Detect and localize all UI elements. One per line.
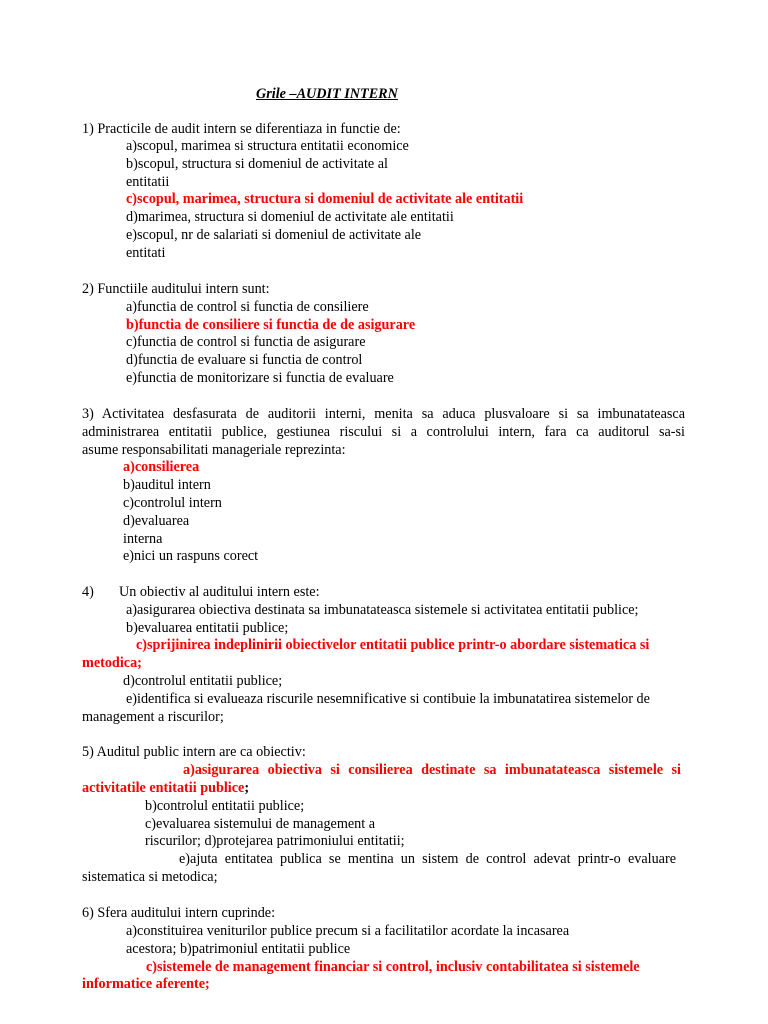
q6-option-a: a)constituirea veniturilor publice precum si a facilitatilor acordate la incasarea [126, 923, 570, 939]
q3-option-d-cont: interna [123, 531, 163, 547]
q2-option-e: e)functia de monitorizare si functia de evaluare [126, 370, 394, 386]
q5-option-e: e)ajuta entitatea publica se mentina un sistem de control adevat printr-o evaluare [179, 851, 676, 867]
question-1: 1) Practicile de audit intern se diferentiaza in functie de: [82, 121, 401, 137]
q3-option-c: c)controlul intern [123, 495, 222, 511]
question-6: 6) Sfera auditului intern cuprinde: [82, 905, 276, 921]
question-3-line-2: administrarea entitatii publice, gestiunea riscului si a controlului intern, fara ca auditorul sa-si [82, 424, 685, 440]
q4-option-e-cont: management a riscurilor; [82, 709, 224, 725]
q1-option-c-correct: c)scopul, marimea, structura si domeniul de activitate ale entitatii [126, 191, 524, 207]
q5-option-a-cont-text: activitatile entitatii publice [82, 780, 245, 796]
question-4-number: 4) [82, 584, 94, 600]
q6-option-c-correct: c)sistemele de management financiar si control, inclusiv contabilitatea si sistemele [146, 959, 640, 975]
q1-option-e: e)scopul, nr de salariati si domeniul de activitate ale [126, 227, 422, 243]
q2-option-c: c)functia de control si functia de asigurare [126, 334, 366, 350]
q3-option-e: e)nici un raspuns corect [123, 548, 259, 564]
q3-option-d: d)evaluarea [123, 513, 190, 529]
q6-option-c-cont: informatice aferente; [82, 976, 210, 992]
q4-option-d: d)controlul entitatii publice; [123, 673, 283, 689]
q1-option-b: b)scopul, structura si domeniul de activitate al [126, 156, 388, 172]
q5-option-a-correct: a)asigurarea obiectiva si consilierea destinate sa imbunatateasca sistemele si [183, 762, 681, 778]
question-3-line-1: 3) Activitatea desfasurata de auditorii interni, menita sa aduca plusvaloare si sa imbunatateasca [82, 406, 685, 422]
q1-option-e-cont: entitati [126, 245, 166, 261]
q5-option-c: c)evaluarea sistemului de management a [145, 816, 376, 832]
q5-option-e-cont: sistematica si metodica; [82, 869, 218, 885]
q3-option-a-correct: a)consilierea [123, 459, 200, 475]
q6-option-a-cont: acestora; b)patrimoniul entitatii publice [126, 941, 351, 957]
q4-option-c-cont: metodica; [82, 655, 142, 671]
q1-option-b-cont: entitatii [126, 174, 170, 190]
q4-option-b: b)evaluarea entitatii publice; [126, 620, 289, 636]
q5-option-a-cont [82, 780, 249, 797]
q2-option-b-correct: b)functia de consiliere si functia de de asigurare [126, 317, 416, 333]
q4-option-c-correct: c)sprijinirea indeplinirii obiectivelor entitatii publice printr-o abordare sistematica si [136, 637, 650, 653]
q5-option-b: b)controlul entitatii publice; [145, 798, 305, 814]
q4-option-e: e)identifica si evalueaza riscurile nesemnificative si contibuie la imbunatatirea sistemelor de [126, 691, 650, 707]
question-4: Un obiectiv al auditului intern este: [119, 584, 320, 600]
q3-option-b: b)auditul intern [123, 477, 211, 493]
question-5: 5) Auditul public intern are ca obiectiv: [82, 744, 306, 760]
q2-option-a: a)functia de control si functia de consiliere [126, 299, 369, 315]
q1-option-a: a)scopul, marimea si structura entitatii economice [126, 138, 409, 154]
q5-option-c-cont: riscurilor; d)protejarea patrimoniului entitatii; [145, 833, 405, 849]
question-3-line-3: asume responsabilitati manageriale reprezinta: [82, 442, 346, 458]
q5-option-a-end: ; [244, 780, 250, 796]
page-title: Grile –AUDIT INTERN [256, 86, 398, 102]
q1-option-d: d)marimea, structura si domeniul de activitate ale entitatii [126, 209, 454, 225]
q2-option-d: d)functia de evaluare si functia de control [126, 352, 363, 368]
question-2: 2) Functiile auditului intern sunt: [82, 281, 270, 297]
q4-option-a: a)asigurarea obiectiva destinata sa imbunatateasca sistemele si activitatea entitatii publice; [126, 602, 639, 618]
